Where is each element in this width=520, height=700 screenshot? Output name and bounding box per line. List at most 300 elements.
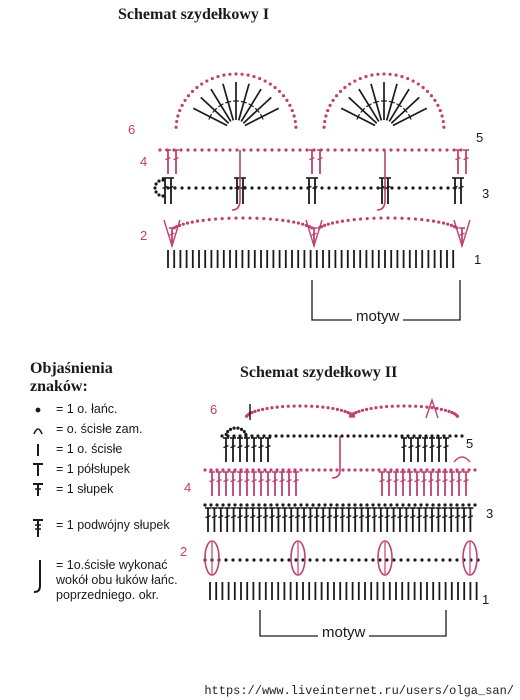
chain-dot: [322, 558, 325, 561]
chain-dot: [239, 468, 242, 471]
chain-dot: [446, 223, 449, 226]
chain-dot: [264, 186, 267, 189]
chain-dot: [292, 434, 295, 437]
chain-dot: [317, 503, 320, 506]
dc: [435, 508, 441, 532]
chain-dot: [274, 434, 277, 437]
chain-dot: [293, 468, 296, 471]
chain-dot: [242, 148, 245, 151]
chain-dot: [259, 558, 262, 561]
chain-dot: [407, 217, 410, 220]
chain-dot: [221, 148, 224, 151]
chain-dot: [397, 404, 400, 407]
chain-dot: [339, 90, 342, 93]
legend-text: = 1 półsłupek: [56, 462, 131, 476]
chain-dot: [357, 558, 360, 561]
single-crochet-icon: [30, 442, 56, 457]
dc: [436, 438, 442, 462]
dc: [448, 508, 454, 532]
chain-dot: [294, 558, 297, 561]
chain-dot: [434, 558, 437, 561]
slip-arc: [454, 457, 470, 462]
chain-dot: [232, 434, 235, 437]
chain-dot: [366, 217, 369, 220]
chain-dot: [251, 468, 254, 471]
chain-dot: [413, 558, 416, 561]
dc: [410, 508, 416, 532]
dc: [391, 508, 397, 532]
dc: [442, 472, 448, 496]
dc: [449, 472, 455, 496]
chain-dot: [358, 434, 361, 437]
chain-dot: [368, 148, 371, 151]
dc: [251, 472, 257, 496]
dc: [428, 472, 434, 496]
chain-dot: [400, 75, 403, 78]
chain-dot: [385, 558, 388, 561]
chain-dot: [374, 406, 377, 409]
legend-text: = 1 o. ścisłe: [56, 442, 123, 456]
chain-dot: [256, 434, 259, 437]
chain-dot: [208, 218, 211, 221]
chain-dot: [214, 217, 217, 220]
row-number: 5: [466, 436, 474, 451]
dc: [422, 438, 428, 462]
chain-dot: [323, 503, 326, 506]
chain-dot: [252, 75, 255, 78]
chain-dot: [304, 434, 307, 437]
dc: [234, 178, 240, 204]
chain-dot: [273, 558, 276, 561]
chain-dot: [288, 104, 291, 107]
chain-dot: [425, 468, 428, 471]
chain-dot: [287, 468, 290, 471]
dc: [401, 438, 407, 462]
chain-dot: [436, 104, 439, 107]
chain-dot: [178, 109, 181, 112]
chain-dot: [424, 148, 427, 151]
chain-dot: [257, 186, 260, 189]
chain-dot: [365, 468, 368, 471]
chain-dot: [174, 126, 177, 129]
chain-dot: [323, 120, 326, 123]
chain-dot: [310, 434, 313, 437]
dc: [463, 472, 469, 496]
chain-dot: [380, 406, 383, 409]
chain-dot: [301, 223, 304, 226]
chain-dot: [419, 503, 422, 506]
chain-dot: [222, 74, 225, 77]
chain-dot: [413, 468, 416, 471]
chain-dot: [411, 186, 414, 189]
fan-bar: [389, 101, 395, 103]
chain-dot: [285, 186, 288, 189]
chain-dot: [443, 468, 446, 471]
chain-dot: [287, 503, 290, 506]
chain-dot: [430, 94, 433, 97]
dc: [231, 508, 237, 532]
chain-dot: [419, 468, 422, 471]
chain-dot: [305, 148, 308, 151]
chain-dot: [418, 186, 421, 189]
chain-dot: [287, 405, 290, 408]
dc: [237, 508, 243, 532]
chain-dot: [355, 186, 358, 189]
chain-dot: [277, 148, 280, 151]
chain-dot: [268, 434, 271, 437]
chain-dot: [262, 217, 265, 220]
chain-dot: [394, 74, 397, 77]
chain-dot: [195, 86, 198, 89]
chain-dot: [209, 468, 212, 471]
chain-dot: [221, 217, 224, 220]
chain-dot: [377, 468, 380, 471]
chain-dot: [382, 434, 385, 437]
chain-dot: [221, 468, 224, 471]
chain-dot: [348, 82, 351, 85]
chain-dot: [437, 468, 440, 471]
chain-dot: [410, 148, 413, 151]
chain-dot-icon: [30, 402, 56, 417]
chain-dot: [394, 434, 397, 437]
dc: [461, 508, 467, 532]
hook-sc-icon: [30, 558, 56, 573]
chain-dot: [227, 503, 230, 506]
chain-dot: [407, 503, 410, 506]
chain-dot: [186, 221, 189, 224]
dc: [251, 438, 257, 462]
chain-dot: [353, 79, 356, 82]
chain-dot: [403, 148, 406, 151]
chain-dot: [207, 148, 210, 151]
chain-dot: [269, 503, 272, 506]
dc: [407, 472, 413, 496]
dc: [244, 438, 250, 462]
chain-dot: [448, 558, 451, 561]
chain-dot: [275, 468, 278, 471]
dc: [452, 178, 458, 204]
chain-dot: [426, 219, 429, 222]
chain-dot: [176, 114, 179, 117]
dc: [307, 508, 313, 532]
chain-dot: [234, 72, 237, 75]
chain-dot: [200, 148, 203, 151]
chain-dot: [361, 409, 364, 412]
chain-dot: [244, 433, 247, 436]
chain-dot: [280, 558, 283, 561]
dc: [256, 508, 262, 532]
chain-dot: [376, 73, 379, 76]
chain-dot: [385, 405, 388, 408]
chain-dot: [391, 405, 394, 408]
chain-dot: [236, 427, 239, 430]
chain-dot: [406, 558, 409, 561]
dc: [397, 508, 403, 532]
chain-dot: [222, 186, 225, 189]
chain-dot: [157, 179, 160, 182]
dc: [327, 508, 333, 532]
chain-dot: [196, 220, 199, 223]
chain-dot: [175, 120, 178, 123]
chain-dot: [324, 114, 327, 117]
chain-dot: [275, 503, 278, 506]
chain-dot: [305, 224, 308, 227]
chain-dot: [233, 468, 236, 471]
chain-dot: [229, 428, 232, 431]
chain-dot: [287, 558, 290, 561]
chain-dot: [310, 405, 313, 408]
chain-dot: [371, 503, 374, 506]
dc: [317, 150, 323, 174]
chain-dot: [269, 82, 272, 85]
dc: [265, 472, 271, 496]
dc: [415, 438, 421, 462]
dc: [333, 508, 339, 532]
chain-dot: [455, 558, 458, 561]
chain-dot: [308, 558, 311, 561]
chain-dot: [326, 406, 329, 409]
chain-dot: [271, 186, 274, 189]
chain-dot: [388, 73, 391, 76]
dc: [408, 438, 414, 462]
dc: [205, 508, 211, 532]
chain-dot: [440, 408, 443, 411]
chain-dot: [257, 468, 260, 471]
fan-bar: [241, 101, 247, 103]
chain-dot: [349, 415, 352, 418]
chain-dot: [362, 186, 365, 189]
chain-dot: [450, 224, 453, 227]
chain-dot: [225, 433, 228, 436]
chain-dot: [257, 409, 260, 412]
legend-heading-line1: Objaśnienia: [30, 360, 113, 377]
chain-dot: [420, 558, 423, 561]
chain-dot: [250, 186, 253, 189]
chain-dot: [191, 220, 194, 223]
chain-dot: [370, 434, 373, 437]
chain-dot: [266, 558, 269, 561]
chain-dot: [281, 468, 284, 471]
dc: [365, 508, 371, 532]
chain-dot: [359, 77, 362, 80]
dc: [309, 150, 315, 174]
chain-dot: [193, 148, 196, 151]
chain-dot: [323, 224, 326, 227]
chain-dot: [418, 434, 421, 437]
chain-dot: [444, 409, 447, 412]
dc: [429, 438, 435, 462]
dc: [243, 508, 249, 532]
chain-dot: [450, 411, 453, 414]
chain-dot: [335, 503, 338, 506]
dc: [371, 508, 377, 532]
chain-dot: [292, 114, 295, 117]
dc: [435, 472, 441, 496]
chain-dot: [211, 77, 214, 80]
chain-dot: [364, 434, 367, 437]
chain-dot: [304, 404, 307, 407]
chain-dot: [364, 75, 367, 78]
chain-dot: [233, 503, 236, 506]
chain-dot: [400, 434, 403, 437]
dc: [275, 508, 281, 532]
row-number: 3: [482, 186, 490, 201]
chain-dot: [227, 468, 230, 471]
chain-dot: [371, 558, 374, 561]
chain-dot: [442, 221, 445, 224]
dc: [272, 472, 278, 496]
chain-dot: [265, 407, 268, 410]
dc: [211, 508, 217, 532]
chain-dot: [473, 468, 476, 471]
chain-dot: [335, 94, 338, 97]
chain-dot: [246, 74, 249, 77]
chain-dot: [420, 218, 423, 221]
double-crochet-icon: [30, 482, 56, 497]
dc: [286, 472, 292, 496]
dc: [173, 150, 179, 174]
dc: [269, 508, 275, 532]
chain-dot: [216, 75, 219, 78]
chain-dot: [453, 225, 456, 228]
chain-dot: [399, 558, 402, 561]
dc: [237, 472, 243, 496]
chain-dot: [215, 503, 218, 506]
chain-dot: [347, 503, 350, 506]
chain-dot: [359, 503, 362, 506]
chain-dot: [326, 148, 329, 151]
chain-dot: [407, 468, 410, 471]
row-number: 4: [184, 480, 192, 495]
chain-dot: [376, 186, 379, 189]
chain-dot: [258, 77, 261, 80]
legend-text: = 1 podwójny słupek: [56, 518, 170, 532]
dc: [216, 472, 222, 496]
chain-dot: [340, 409, 343, 412]
dc: [423, 508, 429, 532]
dc: [301, 508, 307, 532]
chain-dot: [333, 148, 336, 151]
schemat-1-motif-label: motyw: [352, 308, 403, 325]
chain-dot: [294, 120, 297, 123]
chain-dot: [214, 148, 217, 151]
chain-dot: [231, 558, 234, 561]
chain-dot: [353, 503, 356, 506]
chain-dot: [220, 434, 223, 437]
chain-dot: [389, 503, 392, 506]
chain-dot: [262, 434, 265, 437]
chain-dot: [318, 226, 321, 229]
chain-dot: [369, 407, 372, 410]
dc: [223, 438, 229, 462]
chain-dot: [239, 503, 242, 506]
chain-dot: [350, 558, 353, 561]
dc: [258, 438, 264, 462]
chain-dot: [285, 99, 288, 102]
chain-dot: [317, 468, 320, 471]
chain-dot: [331, 407, 334, 410]
chain-dot: [278, 90, 281, 93]
chain-dot: [273, 86, 276, 89]
chain-dot: [414, 217, 417, 220]
dc: [240, 178, 246, 204]
chain-dot: [329, 503, 332, 506]
chain-dot: [331, 221, 334, 224]
chain-dot: [390, 186, 393, 189]
chain-dot: [392, 558, 395, 561]
chain-dot: [343, 86, 346, 89]
chain-dot: [293, 503, 296, 506]
chain-dot: [228, 73, 231, 76]
chain-dot: [238, 434, 241, 437]
chain-dot: [369, 186, 372, 189]
chain-dot: [305, 468, 308, 471]
chain-dot: [297, 221, 300, 224]
legend-item-hook: [30, 558, 180, 603]
chain-dot: [200, 82, 203, 85]
chain-dot: [263, 503, 266, 506]
chain-dot: [228, 148, 231, 151]
chain-dot: [467, 468, 470, 471]
chain-dot: [425, 406, 428, 409]
chain-dot: [402, 404, 405, 407]
chain-dot: [157, 193, 160, 196]
chain-dot: [359, 468, 362, 471]
dc: [230, 472, 236, 496]
legend-item-slip: [30, 422, 180, 437]
chain-dot: [280, 434, 283, 437]
chain-dot: [341, 220, 344, 223]
chain-dot: [208, 186, 211, 189]
dc: [306, 178, 312, 204]
chain-dot: [430, 406, 433, 409]
chain-dot: [298, 148, 301, 151]
chain-dot: [173, 186, 176, 189]
chain-dot: [379, 216, 382, 219]
chain-dot: [440, 114, 443, 117]
chain-dot: [240, 73, 243, 76]
dc: [250, 508, 256, 532]
chain-dot: [372, 217, 375, 220]
dc: [168, 178, 174, 204]
chain-dot: [276, 406, 279, 409]
chain-dot: [298, 404, 301, 407]
chain-dot: [263, 148, 266, 151]
legend-item-tr: [30, 518, 180, 533]
chain-dot: [346, 434, 349, 437]
chain-dot: [294, 126, 297, 129]
chain-dot: [400, 217, 403, 220]
chain-dot: [467, 503, 470, 506]
chain-dot: [298, 434, 301, 437]
chain-dot: [431, 468, 434, 471]
dc: [379, 178, 385, 204]
dc: [237, 438, 243, 462]
chain-dot: [395, 468, 398, 471]
chain-dot: [393, 216, 396, 219]
chain-dot: [436, 434, 439, 437]
chain-dot: [252, 558, 255, 561]
dc: [263, 508, 269, 532]
fan-bar: [225, 101, 231, 103]
chain-dot: [364, 558, 367, 561]
chain-dot: [281, 219, 284, 222]
chain-dot: [401, 468, 404, 471]
dc: [467, 508, 473, 532]
chain-dot: [336, 558, 339, 561]
row-number: 1: [482, 592, 490, 607]
row-number: 3: [486, 506, 494, 521]
